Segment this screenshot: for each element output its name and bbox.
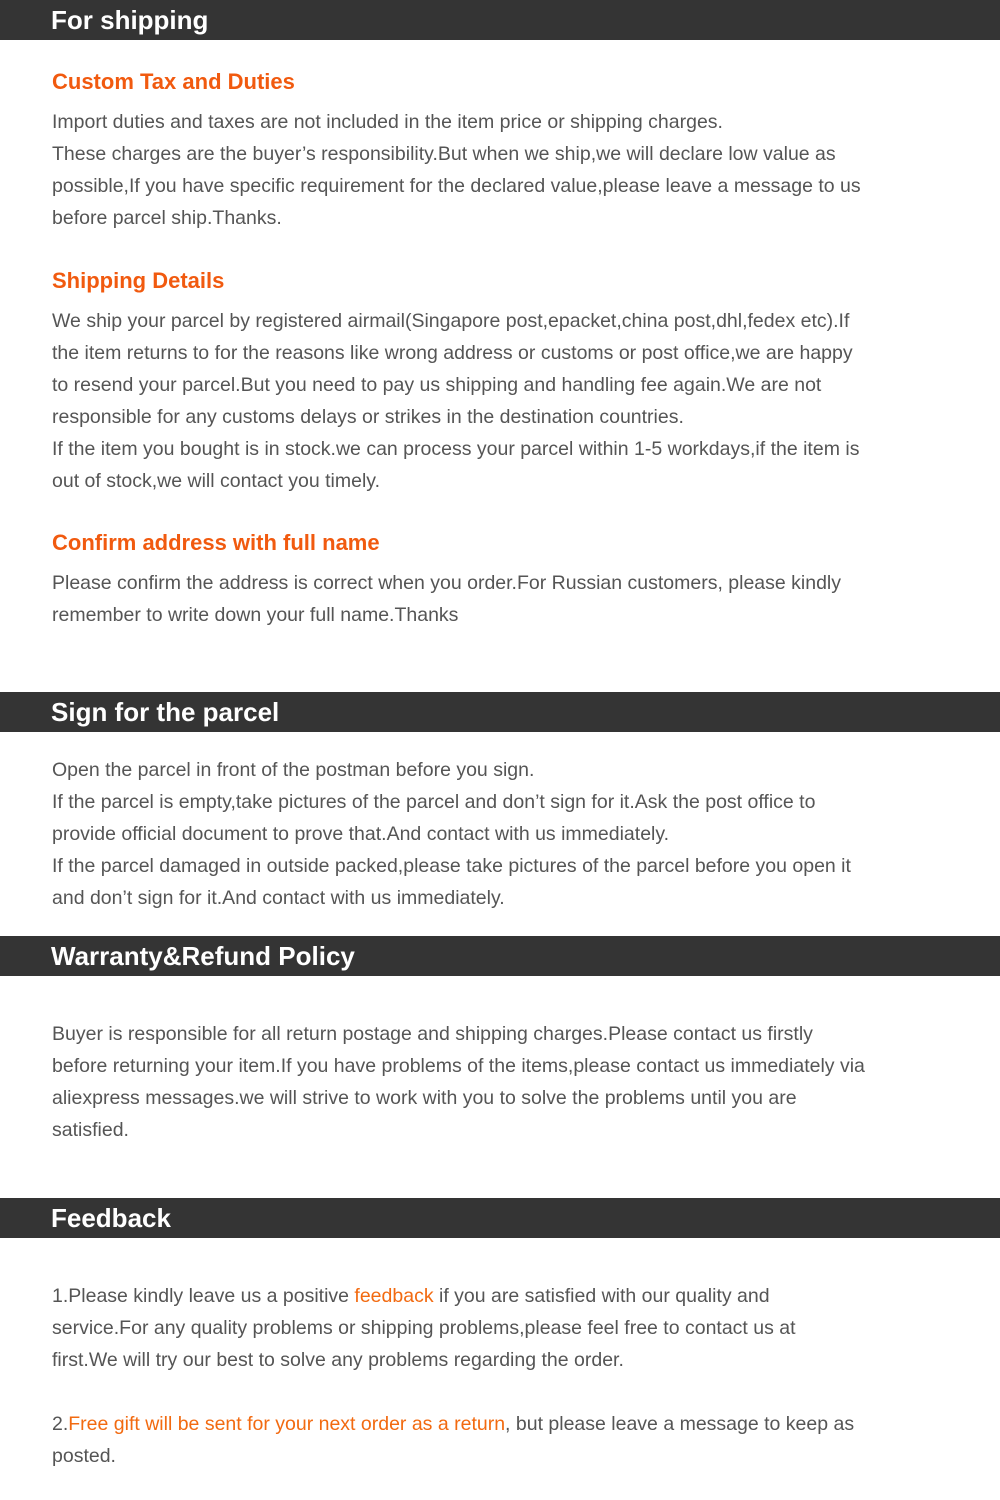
confirm-address-text	[52, 567, 952, 631]
text-line: and don’t sign for it.And contact with us immediately.	[52, 887, 505, 909]
text-line	[52, 1408, 952, 1440]
text-line: out of stock,we will contact you timely.	[52, 470, 381, 492]
feedback-item-2	[52, 1408, 952, 1472]
text-line: Please confirm the address is correct when you order.For Russian customers, please kindly	[52, 572, 842, 594]
text-line: We ship your parcel by registered airmail(Singapore post,epacket,china post,dhl,fedex etc).If	[52, 310, 850, 332]
free-gift-highlight: Free gift will be sent for your next order as a return	[68, 1413, 506, 1435]
section-title-warranty: Warranty&Refund Policy	[51, 941, 355, 971]
text-line: before parcel ship.Thanks.	[52, 207, 282, 229]
text-line: the item returns to for the reasons like wrong address or customs or post office,we are happy	[52, 342, 853, 364]
feedback-1-prefix: 1.Please kindly leave us a positive	[52, 1285, 355, 1307]
text-line: remember to write down your full name.Thanks	[52, 604, 459, 626]
text-line	[52, 1280, 952, 1312]
section-header-shipping	[0, 0, 1000, 40]
text-line: Import duties and taxes are not included in the item price or shipping charges.	[52, 111, 723, 133]
sign-text	[52, 754, 952, 914]
custom-tax-heading: Custom Tax and Duties	[52, 69, 295, 94]
text-line: before returning your item.If you have problems of the items,please contact us immediately via	[52, 1055, 865, 1077]
section-title-feedback: Feedback	[51, 1203, 171, 1233]
text-line: provide official document to prove that.And contact with us immediately.	[52, 823, 670, 845]
feedback-highlight: feedback	[354, 1285, 434, 1307]
feedback-2-suffix: , but please leave a message to keep as	[505, 1413, 855, 1435]
text-line: possible,If you have specific requirement for the declared value,please leave a message to us	[52, 175, 861, 197]
feedback-item-1	[52, 1280, 952, 1376]
section-header-sign	[0, 692, 1000, 732]
text-line: satisfied.	[52, 1119, 129, 1141]
text-line: These charges are the buyer’s responsibility.But when we ship,we will declare low value as	[52, 143, 836, 165]
section-title-sign: Sign for the parcel	[51, 697, 280, 727]
text-line: posted.	[52, 1445, 116, 1467]
text-line: aliexpress messages.we will strive to work with you to solve the problems until you are	[52, 1087, 797, 1109]
text-line: first.We will try our best to solve any problems regarding the order.	[52, 1349, 624, 1371]
shipping-details-text	[52, 305, 952, 497]
text-line: Buyer is responsible for all return postage and shipping charges.Please contact us firstly	[52, 1023, 813, 1045]
warranty-text	[52, 1018, 952, 1146]
custom-tax-text	[52, 106, 952, 234]
feedback-1-suffix: if you are satisfied with our quality and	[433, 1285, 770, 1307]
text-line: Open the parcel in front of the postman before you sign.	[52, 759, 535, 781]
text-line: If the parcel damaged in outside packed,please take pictures of the parcel before you open it	[52, 855, 851, 877]
text-line: service.For any quality problems or shipping problems,please feel free to contact us at	[52, 1317, 796, 1339]
shipping-details-heading: Shipping Details	[52, 268, 225, 293]
feedback-2-prefix: 2.	[52, 1413, 69, 1435]
text-line: If the parcel is empty,take pictures of the parcel and don’t sign for it.Ask the post office to	[52, 791, 816, 813]
section-header-feedback	[0, 1198, 1000, 1238]
section-header-warranty	[0, 936, 1000, 976]
section-title-shipping: For shipping	[51, 5, 209, 35]
text-line: If the item you bought is in stock.we can process your parcel within 1-5 workdays,if the item is	[52, 438, 860, 460]
text-line: to resend your parcel.But you need to pay us shipping and handling fee again.We are not	[52, 374, 822, 396]
confirm-address-heading: Confirm address with full name	[52, 530, 380, 555]
text-line: responsible for any customs delays or strikes in the destination countries.	[52, 406, 684, 428]
